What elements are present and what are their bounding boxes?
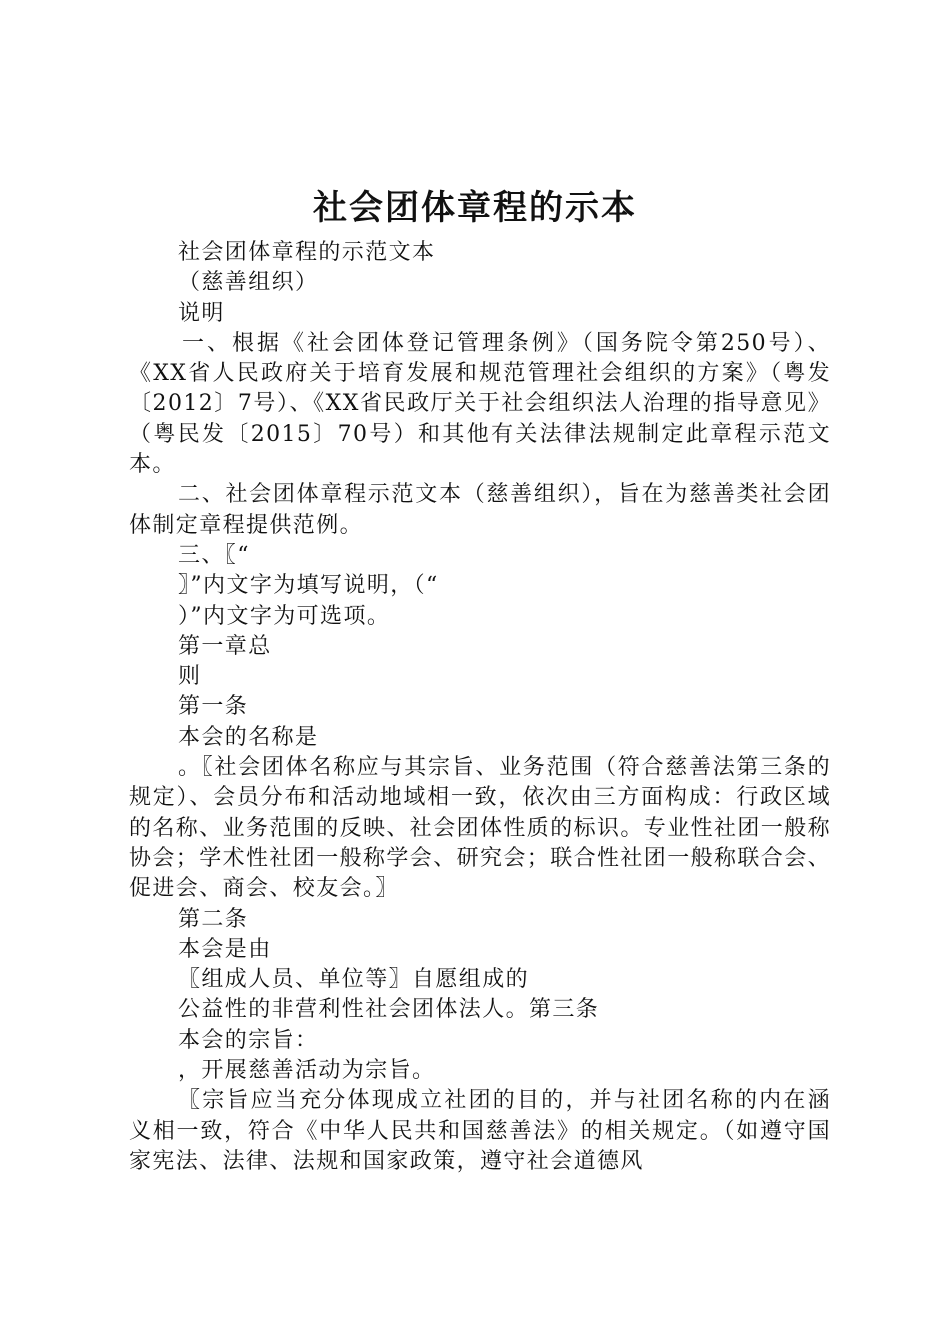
subtitle: 社会团体章程的示范文本	[178, 240, 436, 265]
chapter-heading: 则	[178, 664, 202, 690]
article-heading: 第一条	[178, 694, 249, 720]
paragraph: ，开展慈善活动为宗旨。	[178, 1058, 436, 1084]
paragraph: 〖组成人员、单位等〗自愿组成的	[178, 967, 530, 993]
paragraph: ）”内文字为可选项。	[178, 603, 391, 629]
paragraph: 本会的宗旨：	[178, 1027, 319, 1053]
paragraph: 本会的名称是	[178, 724, 319, 750]
paragraph: 〖宗旨应当充分体现成立社团的目的，并与社团名称的内在涵义相一致，符合《中华人民共和国慈善法》的相关规定。（如遵守国家宪法、法律、法规和国家政策，遵守社会道德风	[129, 1088, 831, 1174]
article-heading: 第二条	[178, 906, 249, 932]
paragraph: 公益性的非营利性社会团体法人。第三条	[178, 997, 600, 1023]
paragraph: 一、根据《社会团体登记管理条例》（国务院令第250号）、《XX省人民政府关于培育发展和规范管理社会组织的方案》（粤发〔2012〕7号）、《XX省民政厅关于社会组织法人治理的指导意见》（粤民发〔2015〕70号）和其他有关法律法规制定此章程示范文本。	[129, 330, 831, 478]
paragraph: 。〖社会团体名称应与其宗旨、业务范围（符合慈善法第三条的规定）、会员分布和活动地域相一致，依次由三方面构成：行政区域的名称、业务范围的反映、社会团体性质的标识。专业性社团一般称协会；学术性社团一般称学会、研究会；联合性社团一般称联合会、促进会、商会、校友会。〗	[129, 755, 832, 902]
section-heading: 说明	[178, 300, 225, 326]
subtitle-note: （慈善组织）	[178, 270, 319, 296]
document-body	[129, 238, 831, 1177]
chapter-heading: 第一章总	[178, 633, 272, 659]
paragraph: 〗”内文字为填写说明，（“	[178, 573, 439, 599]
paragraph: 三、〖“	[178, 542, 250, 568]
paragraph: 本会是由	[178, 936, 272, 962]
document-title: 社会团体章程的示本	[313, 188, 637, 228]
paragraph: 二、社会团体章程示范文本（慈善组织），旨在为慈善类社会团体制定章程提供范例。	[129, 482, 831, 538]
